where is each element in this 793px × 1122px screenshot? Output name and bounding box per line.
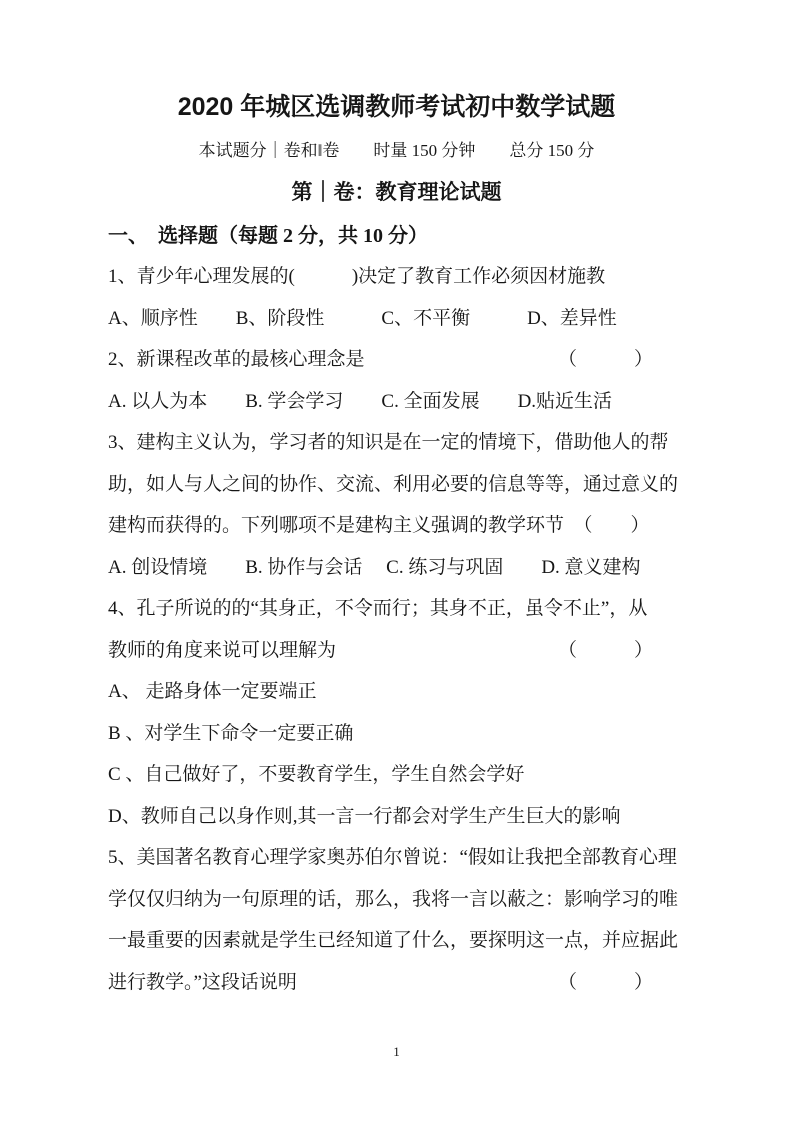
part1-heading: 第｜卷：教育理论试题 bbox=[291, 180, 502, 204]
q4-option-a-text: A、 走路身体一定要端正 bbox=[108, 681, 317, 702]
q3-stem-text2: 助，如人与人之间的协作、交流、利用必要的信息等等，通过意义的 bbox=[108, 473, 679, 495]
q5-stem-text2: 学仅仅归纳为一句原理的话，那么，我将一言以蔽之：影响学习的唯 bbox=[108, 888, 679, 910]
q5-stem-line3 bbox=[108, 920, 685, 962]
q5-stem-text3: 一最重要的因素就是学生已经知道了什么，要探明这一点，并应据此 bbox=[108, 930, 679, 951]
q4-option-d-text: D、教师自己以身作则,其一言一行都会对学生产生巨大的影响 bbox=[108, 805, 621, 827]
section1-heading: 一、 选择题（每题 2 分，共 10 分） bbox=[108, 225, 428, 247]
q5-stem-line1 bbox=[108, 837, 685, 879]
q4-option-d bbox=[108, 796, 685, 838]
q3-stem-text1: 3、建构主义认为，学习者的知识是在一定的情境下，借助他人的帮 bbox=[108, 432, 669, 453]
q4-answer-bracket: （ ） bbox=[557, 639, 653, 661]
q3-stem-text3: 建构而获得的。下列哪项不是建构主义强调的教学环节 （ ） bbox=[108, 515, 650, 536]
q1-stem-text: 1、青少年心理发展的( )决定了教育工作必须因材施教 bbox=[108, 266, 606, 287]
q3-options-text: A. 创设情境 B. 协作与会话 C. 练习与巩固 D. 意义建构 bbox=[108, 556, 641, 578]
q5-stem-line2 bbox=[108, 879, 685, 921]
q2-stem-text: 2、新课程改革的最核心理念是 bbox=[108, 349, 365, 370]
q2-options bbox=[108, 381, 685, 423]
q4-option-c-text: C 、自己做好了，不要教育学生，学生自然会学好 bbox=[108, 764, 525, 785]
q2-answer-bracket: （ ） bbox=[557, 349, 653, 370]
q4-stem-line2 bbox=[108, 630, 685, 672]
q4-stem-line1 bbox=[108, 588, 685, 630]
q2-options-text: A. 以人为本 B. 学会学习 C. 全面发展 D.贴近生活 bbox=[108, 390, 613, 412]
q1-options bbox=[108, 298, 685, 340]
q4-option-c bbox=[108, 754, 685, 796]
q5-stem-text4: 进行教学。”这段话说明 bbox=[108, 971, 297, 993]
q4-stem-text1: 4、孔子所说的的“其身正，不令而行；其身不正，虽令不止”，从 bbox=[108, 598, 648, 619]
q3-stem-line3 bbox=[108, 505, 685, 547]
q4-option-a bbox=[108, 671, 685, 713]
q1-stem bbox=[108, 256, 685, 298]
q3-stem-line1 bbox=[108, 422, 685, 464]
q5-stem-line4 bbox=[108, 962, 685, 1004]
exam-body bbox=[0, 216, 793, 1003]
q2-stem bbox=[108, 339, 685, 381]
page-number: 1 bbox=[393, 1044, 400, 1059]
q3-stem-line2 bbox=[108, 464, 685, 506]
q5-stem-text1: 5、美国著名教育心理学家奥苏伯尔曾说：“假如让我把全部教育心理 bbox=[108, 847, 677, 868]
q4-option-b bbox=[108, 713, 685, 755]
q3-options bbox=[108, 547, 685, 589]
page-title: 2020 年城区选调教师考试初中数学试题 bbox=[177, 93, 616, 121]
q1-options-text: A、顺序性 B、阶段性 C、不平衡 D、差异性 bbox=[108, 307, 617, 329]
q4-stem-text2: 教师的角度来说可以理解为 bbox=[108, 639, 337, 661]
exam-info-line: 本试题分｜卷和‖卷 时量 150 分钟 总分 150 分 bbox=[198, 141, 595, 160]
q5-answer-bracket: （ ） bbox=[557, 971, 653, 993]
q4-option-b-text: B 、对学生下命令一定要正确 bbox=[108, 722, 354, 744]
